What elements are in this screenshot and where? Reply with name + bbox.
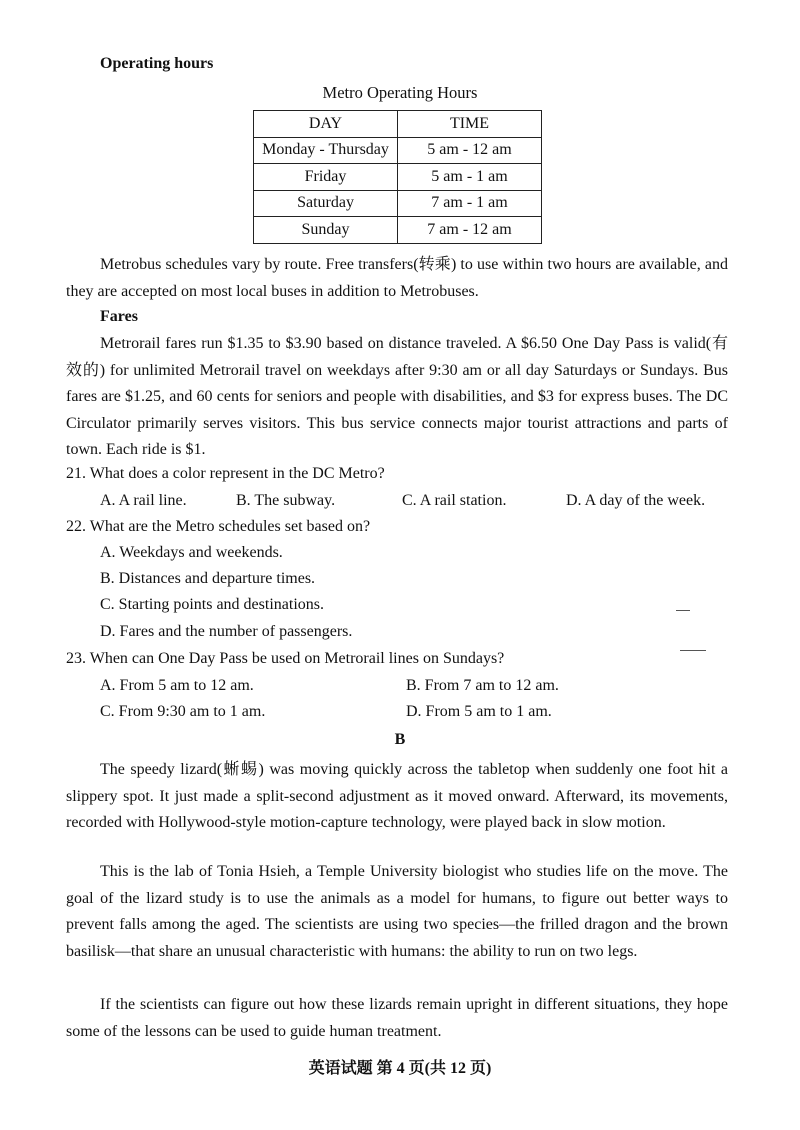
table-cell-day: Saturday	[254, 190, 398, 217]
question-23-stem: 23. When can One Day Pass be used on Metrorail lines on Sundays?	[66, 650, 505, 667]
table-cell-time: 5 am - 1 am	[398, 164, 542, 191]
page-footer: 英语试题 第 4 页(共 12 页)	[308, 1060, 492, 1077]
operating-hours-heading: Operating hours	[100, 55, 214, 72]
scan-mark	[680, 650, 706, 651]
table-row	[254, 137, 542, 164]
metrobus-paragraph: Metrobus schedules vary by route. Free transfers(转乘) to use within two hours are available, and they are accepted on most local buses in addition to Metrobuses.	[66, 256, 728, 300]
question-23-option-d: D. From 5 am to 1 am.	[406, 703, 552, 720]
fares-heading: Fares	[100, 308, 138, 325]
table-cell-time: 7 am - 1 am	[398, 190, 542, 217]
question-21-option-c: C. A rail station.	[402, 492, 507, 509]
table-cell-day: Friday	[254, 164, 398, 191]
question-21-option-b: B. The subway.	[236, 492, 336, 509]
table-header-time: TIME	[398, 111, 542, 138]
passage-b-paragraph-2: This is the lab of Tonia Hsieh, a Temple University biologist who studies life on the move. The goal of the lizard study is to use the animals as a model for humans, to figure out better ways to prevent falls among the aged. The scientists are using two species—the frilled dragon and the brown basilisk—that share an unusual characteristic with humans: the ability to run on two legs.	[66, 863, 728, 960]
scan-mark	[676, 610, 690, 611]
question-22-option-a: A. Weekdays and weekends.	[100, 544, 283, 561]
table-header-day: DAY	[254, 111, 398, 138]
question-22-option-b: B. Distances and departure times.	[100, 570, 316, 587]
question-22-stem: 22. What are the Metro schedules set based on?	[66, 518, 371, 535]
question-21-option-a: A. A rail line.	[100, 492, 187, 509]
question-22-option-d: D. Fares and the number of passengers.	[100, 623, 353, 640]
question-23-option-c: C. From 9:30 am to 1 am.	[100, 703, 266, 720]
table-title: Metro Operating Hours	[322, 83, 478, 102]
passage-b-paragraph-1: The speedy lizard(蜥蜴) was moving quickly across the tabletop when suddenly one foot hit a slippery spot. It just made a split-second adjustment as it moved onward. Afterward, its movements, recorded with Hollywood-style motion-capture technology, were played back in slow motion.	[66, 761, 728, 832]
question-21-stem: 21. What does a color represent in the DC Metro?	[66, 465, 385, 482]
table-cell-time: 7 am - 12 am	[398, 217, 542, 244]
section-b-heading: B	[394, 731, 406, 748]
question-23-option-a: A. From 5 am to 12 am.	[100, 677, 254, 694]
table-row	[254, 190, 542, 217]
table-cell-day: Monday - Thursday	[254, 137, 398, 164]
table-cell-day: Sunday	[254, 217, 398, 244]
table-row	[254, 217, 542, 244]
question-23-option-b: B. From 7 am to 12 am.	[406, 677, 559, 694]
question-21-option-d: D. A day of the week.	[566, 492, 706, 509]
operating-hours-table	[253, 110, 542, 244]
table-cell-time: 5 am - 12 am	[398, 137, 542, 164]
fares-paragraph: Metrorail fares run $1.35 to $3.90 based on distance traveled. A $6.50 One Day Pass is valid(有效的) for unlimited Metrorail travel on weekdays after 9:30 am or all day Saturdays or Sundays. Bus fares are $1.25, and 60 cents for seniors and people with disabilities, and $3 for express buses. The DC Circulator primarily serves visitors. This bus service connects major tourist attractions and parts of town. Each ride is $1.	[66, 335, 728, 459]
table-row	[254, 164, 542, 191]
question-22-option-c: C. Starting points and destinations.	[100, 596, 324, 613]
table-header-row	[254, 111, 542, 138]
passage-b-paragraph-3: If the scientists can figure out how these lizards remain upright in different situations, they hope some of the lessons can be used to guide human treatment.	[66, 996, 728, 1040]
